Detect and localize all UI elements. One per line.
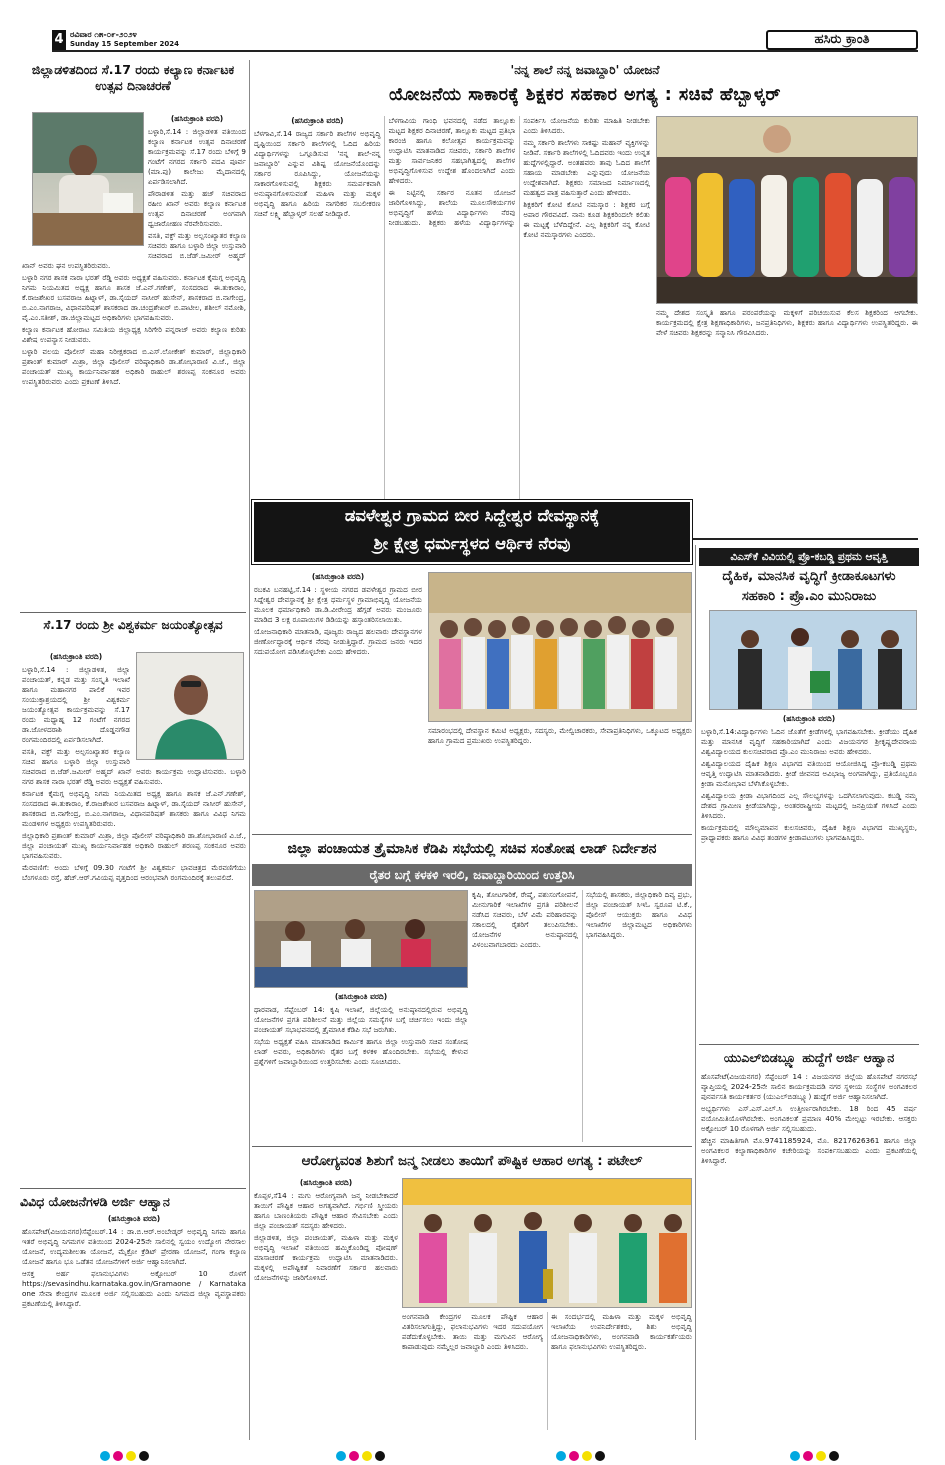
paragraph: ವಸತಿ, ವಕ್ಫ್ ಮತ್ತು ಅಲ್ಪಸಂಖ್ಯಾತರ ಕಲ್ಯಾಣ ಸಚಿವರು ಹಾಗೂ ಬಳ್ಳಾರಿ ಜಿಲ್ಲಾ ಉಸ್ತುವಾರಿ ಸಚಿವರಾದ ಬಿ.ಜೆಡ್.ಜಮೀರ್ ಅಹ್ಮದ್ ಖಾನ್ ಅವರು ಘನ ಉಪಸ್ಥಿತರಿರುವರು. [22,231,246,270]
black-dot [139,1451,149,1461]
paragraph: ಪೌರಾಡಳಿತ ಮತ್ತು ಹಜ್ ಸಚಿವರಾದ ರಹೀಂ ಖಾನ್ ಅವರು ಕಲ್ಯಾಣ ಕರ್ನಾಟಕ ಉತ್ಸವ ದಿನಾಚರಣೆ ಅಂಗವಾಗಿ ಧ್ವಜಾರೋಹಣ ನೆರವೇರಿಸುವರು. [148,189,246,228]
left-story-3-headline: ವಿವಿಧ ಯೋಜನೆಗಳಡಿ ಅರ್ಜಿ ಆಹ್ವಾನ [20,1194,170,1209]
paragraph: ವಿಶ್ವವಿದ್ಯಾಲಯ ಕ್ರೀಡಾ ವಿಭಾಗದಿಂದ ಎಲ್ಲ ಸೌಲಭ್ಯಗಳನ್ನು ಒದಗಿಸಲಾಗುವುದು. ಕಬಡ್ಡಿ ನಮ್ಮ ದೇಶದ ಗ್ರಾಮೀಣ ಕ್ರೀಡೆಯಾಗಿದ್ದು, ಅಂತರರಾಷ್ಟ್ರೀಯ ಮಟ್ಟದಲ್ಲಿ ಜನಪ್ರಿಯತೆ ಗಳಿಸಿದೆ ಎಂದು ತಿಳಿಸಿದರು. [701,791,917,820]
yellow-dot [816,1451,826,1461]
paragraph: ಬೆಳಗಾವಿ,ಸೆ.14 ರಾಜ್ಯದ ಸರ್ಕಾರಿ ಶಾಲೆಗಳ ಅಭಿವೃದ್ಧಿ ದೃಷ್ಟಿಯಿಂದ ಸರ್ಕಾರಿ ಶಾಲೆಗಳಲ್ಲಿ ಓದಿದ ಹಿರಿಯ ವಿದ್ಯಾರ್ಥಿಗಳನ್ನು ಒಗ್ಗೂಡಿಸುವ 'ನನ್ನ ಶಾಲೆ-ನನ್ನ ಜವಾಬ್ದಾರಿ' ಎನ್ನುವ ವಿಶಿಷ್ಟ ಯೋಜನೆಯೊಂದನ್ನು ಸರ್ಕಾರ ರೂಪಿಸಿದ್ದು, ಯೋಜನೆಯನ್ನು ಸಾಕಾರಗೊಳಿಸುವಲ್ಲಿ ಶಿಕ್ಷಕರು ಸಮರ್ಪಕವಾಗಿ ಅನುಷ್ಠಾನಗೊಳಿಸುವಂತೆ ಮಹಿಳಾ ಮತ್ತು ಮಕ್ಕಳ ಅಭಿವೃದ್ಧಿ ಹಾಗೂ ಹಿರಿಯ ನಾಗರಿಕರ ಸಬಲೀಕರಣ ಸಚಿವೆ ಲಕ್ಷ್ಮಿ ಹೆಬ್ಬಾಳ್ಕರ್ ಸಲಹೆ ನೀಡಿದ್ದಾರೆ. [254,129,381,218]
paragraph: ಸಭೆಯ ಅಧ್ಯಕ್ಷತೆ ವಹಿಸಿ ಮಾತನಾಡಿದ ಕಾರ್ಮಿಕ ಹಾಗೂ ಜಿಲ್ಲಾ ಉಸ್ತುವಾರಿ ಸಚಿವ ಸಂತೋಷ ಲಾಡ್ ಅವರು, ಅಧಿಕಾರಿಗಳು ರೈತರ ಬಗ್ಗೆ ಕಳಕಳಿ ಹೊಂದಿರಬೇಕು. ಸಭೆಯಲ್ಲಿ ಕೇಳುವ ಪ್ರಶ್ನೆಗಳಿಗೆ ಜವಾಬ್ದಾರಿಯಿಂದ ಉತ್ತರಿಸಬೇಕು ಎಂದು ಸೂಚಿಸಿದರು. [254,1037,468,1066]
cyan-dot [556,1451,566,1461]
divider [252,834,692,835]
paragraph: ಧಾರವಾಡ, ಸೆಪ್ಟೆಂಬರ್ 14: ಕೃಷಿ ಇಲಾಖೆ, ಜಿಲ್ಲೆಯಲ್ಲಿ ಅನುಷ್ಠಾನದಲ್ಲಿರುವ ಅಭಿವೃದ್ಧಿ ಯೋಜನೆಗಳ ಪ್ರಗತಿ ಪರಿಶೀಲನೆ ಮತ್ತು ಜಿಲ್ಲೆಯ ಸಮಸ್ಯೆಗಳ ಬಗ್ಗೆ ಚರ್ಚಿಸಲು ಇಂದು ಜಿಲ್ಲಾ ಪಂಚಾಯತ್ ಸಭಾಭವನದಲ್ಲಿ ತ್ರೈಮಾಸಿಕ ಕೆಡಿಪಿ ಸಭೆ ಜರುಗಿತು. [254,1005,468,1034]
left-story-2-headline: ಸೆ.17 ರಂದು ಶ್ರೀ ವಿಶ್ವಕರ್ಮ ಜಯಂತ್ಯೋತ್ಸವ [43,618,223,632]
paragraph: ಬಳ್ಳಾರಿ,ಸೆ.14:ವಿದ್ಯಾರ್ಥಿಗಳು ಓದಿನ ಜೊತೆಗೆ ಕ್ರೀಡೆಗಳಲ್ಲಿ ಭಾಗವಹಿಸಬೇಕು. ಕ್ರೀಡೆಯು ದೈಹಿಕ ಮತ್ತು ಮಾನಸಿಕ ವೃದ್ಧಿಗೆ ಸಹಕಾರಿಯಾಗಿದೆ ಎಂದು ವಿಜಯನಗರ ಶ್ರೀಕೃಷ್ಣದೇವರಾಯ ವಿಶ್ವವಿದ್ಯಾಲಯದ ಕುಲಸಚಿವರಾದ ಪ್ರೊ.ಎಂ ಮುನಿರಾಜು ಅವರು ಹೇಳಿದರು. [701,727,917,756]
paragraph: ಕಾರ್ಯಕ್ರಮದಲ್ಲಿ ಮೌಲ್ಯಮಾಪನ ಕುಲಸಚಿವರು, ದೈಹಿಕ ಶಿಕ್ಷಣ ವಿಭಾಗದ ಮುಖ್ಯಸ್ಥರು, ಪ್ರಾಧ್ಯಾಪಕರು ಹಾಗೂ ವಿವಿಧ ತಂಡಗಳ ಕ್ರೀಡಾಪಟುಗಳು ಭಾಗವಹಿಸಿದ್ದರು. [701,823,917,842]
cyan-dot [790,1451,800,1461]
left-story-1-body [22,114,246,604]
byline: (ಹಸಿರುಕ್ರಾಂತಿ ವರದಿ) [291,116,344,125]
nutrition-headline: ಆರೋಗ್ಯವಂತ ಶಿಶುಗೆ ಜನ್ಮ ನೀಡಲು ತಾಯಿಗೆ ಪೌಷ್ಟಿಕ ಆಹಾರ ಅಗತ್ಯ : ಪಟೇಲ್ [301,1153,643,1169]
main-story-body [254,116,650,532]
byline: (ಹಸಿರುಕ್ರಾಂತಿ ವರದಿ) [334,992,388,1001]
left-story-2-body [22,652,246,1052]
divider [20,1188,246,1189]
paragraph: ನಮ್ಮ ಸರ್ಕಾರಿ ಶಾಲೆಗಳು ಸಾಕಷ್ಟು ಮಹಾನ್ ವ್ಯಕ್ತಿಗಳನ್ನು ನೀಡಿವೆ. ಸರ್ಕಾರಿ ಶಾಲೆಗಳಲ್ಲಿ ಓದಿದವರು ಇಂದು ಉನ್ನತ ಹುದ್ದೆಗಳಲ್ಲಿದ್ದಾರೆ. ಅಂತಹವರು ತಾವು ಓದಿದ ಶಾಲೆಗೆ ಸಹಾಯ ಮಾಡಬೇಕು ಎನ್ನುವುದು ಯೋಜನೆಯ ಉದ್ದೇಶವಾಗಿದೆ. ಶಿಕ್ಷಕರು ಸಮಾಜದ ನಿರ್ಮಾಣದಲ್ಲಿ ಮಹತ್ವದ ಪಾತ್ರ ವಹಿಸುತ್ತಾರೆ ಎಂದು ಹೇಳಿದರು. [523,138,650,197]
award-handover-photo [709,610,917,710]
registration-marks-1 [100,1446,152,1465]
page-header [52,30,918,52]
paragraph: ಬಳ್ಳಾರಿ,ಸೆ.14 : ಜಿಲ್ಲಾಡಳಿತ ವತಿಯಿಂದ ಕಲ್ಯಾಣ ಕರ್ನಾಟಕ ಉತ್ಸವ ದಿನಾಚರಣೆ ಕಾರ್ಯಕ್ರಮವನ್ನು ಸೆ.17 ರಂದು ಬೆಳಿಗ್ಗೆ 9 ಗಂಟೆಗೆ ನಗರದ ಸರ್ಕಾರಿ ಪದವಿ ಪೂರ್ವ (ಮಾ.ಪು) ಕಾಲೇಜು ಮೈದಾನದಲ್ಲಿ ಏರ್ಪಡಿಸಲಾಗಿದೆ. [148,127,246,186]
kdp-body-left [254,992,468,1142]
banner-headline-line1: ಡವಳೇಶ್ವರ ಗ್ರಾಮದ ಬೀರ ಸಿದ್ದೇಶ್ವರ ದೇವಸ್ಥಾನಕ್ಕೆ [344,506,600,525]
headline: ಜಿಲ್ಲಾಡಳಿತದಿಂದ ಸೆ.17 ರಂದು ಕಲ್ಯಾಣ ಕರ್ನಾಟಕ ಉತ್ಸವ ದಿನಾಚರಣೆ [31,62,235,93]
paragraph: ಈ ನಿಟ್ಟಿನಲ್ಲಿ ಸರ್ಕಾರ ನೂತನ ಯೋಜನೆ ಜಾರಿಗೊಳಿಸಿದ್ದು, ಶಾಲೆಯ ಮೂಲಸೌಕರ್ಯಗಳ ಅಭಿವೃದ್ಧಿಗೆ ಹಳೆಯ ವಿದ್ಯಾರ್ಥಿಗಳು ನೆರವು ನೀಡಬಹುದು. ಶಿಕ್ಷಕರು ಹಳೆಯ ವಿದ್ಯಾರ್ಥಿಗಳನ್ನು ಸಂಪರ್ಕಿಸಿ ಯೋಜನೆಯ ಕುರಿತು ಮಾಹಿತಿ ನೀಡಬೇಕು ಎಂದು ತಿಳಿಸಿದರು. [388,116,650,227]
banner-story-body-left [254,572,422,830]
kabaddi-headline-3: ಸಹಕಾರಿ : ಪ್ರೊ.ಎಂ ಮುನಿರಾಜು [741,589,877,604]
nutrition-body-right [402,1312,692,1430]
magenta-dot [349,1451,359,1461]
paragraph: ನಮ್ಮ ದೇಶದ ಸಂಸ್ಕೃತಿ ಹಾಗೂ ಪರಂಪರೆಯನ್ನು ಮಕ್ಕಳಿಗೆ ಪರಿಚಯಿಸುವ ಕೆಲಸ ಶಿಕ್ಷಕರಿಂದ ಆಗಬೇಕು. ಕಾರ್ಯಕ್ರಮದಲ್ಲಿ ಕ್ಷೇತ್ರ ಶಿಕ್ಷಣಾಧಿಕಾರಿಗಳು, ಜನಪ್ರತಿನಿಧಿಗಳು, ಶಿಕ್ಷಕರು ಹಾಗೂ ವಿದ್ಯಾರ್ಥಿಗಳು ಉಪಸ್ಥಿತರಿದ್ದರು. ಈ ವೇಳೆ ಸಚಿವರು ಶಿಕ್ಷಕರನ್ನು ಸನ್ಮಾನಿಸಿ ಗೌರವಿಸಿದರು. [656,308,918,337]
paragraph: ಈ ಸಂದರ್ಭದಲ್ಲಿ ಮಹಿಳಾ ಮತ್ತು ಮಕ್ಕಳ ಅಭಿವೃದ್ಧಿ ಇಲಾಖೆಯ ಉಪನಿರ್ದೇಶಕರು, ಶಿಶು ಅಭಿವೃದ್ಧಿ ಯೋಜನಾಧಿಕಾರಿಗಳು, ಅಂಗನವಾಡಿ ಕಾರ್ಯಕರ್ತೆಯರು ಹಾಗೂ ಫಲಾನುಭವಿಗಳು ಉಪಸ್ಥಿತರಿದ್ದರು. [551,1312,692,1351]
kdp-subheadline: ರೈತರ ಬಗ್ಗೆ ಕಳಕಳಿ ಇರಲಿ, ಜವಾಬ್ದಾರಿಯಿಂದ ಉತ್ತರಿಸಿ [252,864,692,886]
kdp-body-right [472,890,692,1142]
byline: (ಹಸಿರುಕ್ರಾಂತಿ ವರದಿ) [49,652,103,661]
banner-story-body-right [428,726,692,830]
yellow-dot [582,1451,592,1461]
registration-marks-4 [790,1446,842,1465]
kabaddi-body [701,714,917,1036]
paragraph: ಬಳ್ಳಾರಿ ನಗರ ಶಾಸಕ ನಾರಾ ಭರತ್ ರೆಡ್ಡಿ ಅವರು ಅಧ್ಯಕ್ಷತೆ ವಹಿಸುವರು. ಕರ್ನಾಟಕ ಕೈಮಗ್ಗ ಅಭಿವೃದ್ಧಿ ನಿಗಮ ನಿಯಮಿತದ ಅಧ್ಯಕ್ಷ ಹಾಗೂ ಶಾಸಕ ಜೆ.ಎನ್.ಗಣೇಶ್, ಸಂಸದರಾದ ಈ.ತುಕಾರಾಂ, ಕೆ.ರಾಜಶೇಖರ ಬಸವರಾಜ ಹಿಟ್ನಾಳ್, ಡಾ.ಸೈಯದ್ ನಾಸೀರ್ ಹುಸೇನ್, ಶಾಸಕರಾದ ಬಿ.ನಾಗೇಂದ್ರ, ಬಿ.ಎಂ.ನಾಗರಾಜ, ವಿಧಾನಪರಿಷತ್ ಶಾಸಕರಾದ ಡಾ.ಚಂದ್ರಶೇಖರ್ ಬಿ.ಪಾಟೀಲ, ಶಶೀಲ್ ನಮೋಶಿ, ವೈ.ಎಂ.ಸತೀಶ್, ಡಾ.ಜಿಲ್ಲಾಮಟ್ಟದ ಅಧಿಕಾರಿಗಳು ಭಾಗವಹಿಸುವರು. [22,273,246,322]
kabaddi-headline-2: ದೈಹಿಕ, ಮಾನಸಿಕ ವೃದ್ಧಿಗೆ ಕ್ರೀಡಾಕೂಟಗಳು [722,569,896,584]
paragraph: ಸಭೆಯಲ್ಲಿ ಶಾಸಕರು, ಜಿಲ್ಲಾಧಿಕಾರಿ ದಿವ್ಯ ಪ್ರಭು, ಜಿಲ್ಲಾ ಪಂಚಾಯತ್ ಸಿಇಓ ಸ್ವರೂಪ ಟಿ.ಕೆ., ಪೊಲೀಸ್ ಆಯುಕ್ತರು ಹಾಗೂ ವಿವಿಧ ಇಲಾಖೆಗಳ ಜಿಲ್ಲಾಮಟ್ಟದ ಅಧಿಕಾರಿಗಳು ಭಾಗವಹಿಸಿದ್ದರು. [586,890,692,939]
magenta-dot [803,1451,813,1461]
yulb-headline: ಯುಎಲ್‌ಬಿಡಬ್ಲ್ಯೂ ಹುದ್ದೆಗೆ ಅರ್ಜಿ ಆಹ್ವಾನ [723,1050,895,1065]
masthead: ಹಸಿರು ಕ್ರಾಂತಿ [766,30,918,50]
yellow-dot [126,1451,136,1461]
cyan-dot [336,1451,346,1461]
paragraph: ಆಸಕ್ತ ಅರ್ಹ ಫಲಾನುಭವಿಗಳು ಅಕ್ಟೋಬರ್ 10 ರೊಳಗೆ https://sevasindhu.karnataka.gov.in/Gramaone / Karnataka one ಸೇವಾ ಕೇಂದ್ರಗಳ ಮೂಲಕ ಅರ್ಜಿ ಸಲ್ಲಿಸಬಹುದು ಎಂದು ನಿಗಮದ ಜಿಲ್ಲಾ ವ್ಯವಸ್ಥಾಪಕರು ಪ್ರಕಟಣೆಯಲ್ಲಿ ತಿಳಿಸಿದ್ದಾರೆ. [22,1269,246,1308]
divider [699,1044,919,1045]
magenta-dot [569,1451,579,1461]
paragraph: ಸಮಾರಂಭದಲ್ಲಿ ದೇವಸ್ಥಾನ ಕಮಿಟಿ ಅಧ್ಯಕ್ಷರು, ಸದಸ್ಯರು, ಮೇಲ್ವಿಚಾರಕರು, ಸೇವಾಪ್ರತಿನಿಧಿಗಳು, ಒಕ್ಕೂಟದ ಅಧ್ಯಕ್ಷರು ಹಾಗೂ ಗ್ರಾಮದ ಪ್ರಮುಖರು ಉಪಸ್ಥಿತರಿದ್ದರು. [428,726,692,745]
lamp-lighting-photo [402,1178,692,1308]
byline: (ಹಸಿರುಕ್ರಾಂತಿ ವರದಿ) [170,114,224,123]
banner-headline-line2: ಶ್ರೀ ಕ್ಷೇತ್ರ ಧರ್ಮಸ್ಥಳದ ಆರ್ಥಿಕ ನೆರವು [373,534,571,553]
paragraph: ಶಿಕ್ಷಕರಿಗೆ ಕೋಟಿ ಕೋಟಿ ನಮಸ್ಕಾರ : ಶಿಕ್ಷಕರ ಬಗ್ಗೆ ಅಪಾರ ಗೌರವವಿದೆ. ನಾನು ಕೂಡ ಶಿಕ್ಷಕರಿಂದಲೇ ಕಲಿತು ಈ ಮಟ್ಟಕ್ಕೆ ಬೆಳೆದಿದ್ದೇನೆ. ಎಲ್ಲ ಶಿಕ್ಷಕರಿಗೆ ನನ್ನ ಕೋಟಿ ಕೋಟಿ ನಮಸ್ಕಾರಗಳು ಎಂದರು. [523,200,650,239]
byline: (ಹಸಿರುಕ್ರಾಂತಿ ವರದಿ) [107,1214,161,1223]
column-rule-right [695,545,696,1440]
main-story-kicker: 'ನನ್ನ ಶಾಲೆ ನನ್ನ ಜವಾಬ್ದಾರಿ' ಯೋಜನೆ [510,63,660,77]
meeting-dais-photo [254,890,468,988]
main-story-headline: ಯೋಜನೆಯ ಸಾಕಾರಕ್ಕೆ ಶಿಕ್ಷಕರ ಸಹಕಾರ ಅಗತ್ಯ : ಸಚಿವೆ ಹೆಬ್ಬಾಳ್ಕರ್ [389,85,781,105]
date-kannada: ರವಿವಾರ ೧೫-೦೯-೨೦೨೪ [70,30,137,39]
paragraph: ಯೋಜನಾಧಿಕಾರಿ ಮಾತನಾಡಿ, ಪೂಜ್ಯರು ರಾಜ್ಯದ ಹಲವಾರು ದೇವಸ್ಥಾನಗಳ ಜೀರ್ಣೋದ್ಧಾರಕ್ಕೆ ಆರ್ಥಿಕ ನೆರವು ನೀಡುತ್ತಿದ್ದಾರೆ. ಗ್ರಾಮದ ಜನರು ಇದರ ಸದುಪಯೋಗ ಪಡಿಸಿಕೊಳ್ಳಬೇಕು ಎಂದು ಹೇಳಿದರು. [254,627,422,656]
stage-performers-photo [656,116,918,304]
left-story-1-headline [20,62,246,94]
paragraph: ವಸತಿ, ವಕ್ಫ್ ಮತ್ತು ಅಲ್ಪಸಂಖ್ಯಾತರ ಕಲ್ಯಾಣ ಸಚಿವ ಹಾಗೂ ಬಳ್ಳಾರಿ ಜಿಲ್ಲಾ ಉಸ್ತುವಾರಿ ಸಚಿವರಾದ ಬಿ.ಜೆಡ್.ಜಮೀರ್ ಅಹ್ಮದ್ ಖಾನ್ ಅವರು ಕಾರ್ಯಕ್ರಮ ಉದ್ಘಾಟಿಸುವರು. ಬಳ್ಳಾರಿ ನಗರ ಶಾಸಕ ನಾರಾ ಭರತ್ ರೆಡ್ಡಿ ಅವರು ಅಧ್ಯಕ್ಷತೆ ವಹಿಸುವರು. [22,747,246,786]
black-dot [829,1451,839,1461]
page-number: 4 [52,30,66,50]
paragraph: ಜಿಲ್ಲಾಡಳಿತ, ಜಿಲ್ಲಾ ಪಂಚಾಯತ್, ಮಹಿಳಾ ಮತ್ತು ಮಕ್ಕಳ ಅಭಿವೃದ್ಧಿ ಇಲಾಖೆ ವತಿಯಿಂದ ಹಮ್ಮಿಕೊಂಡಿದ್ದ ಪೋಷಣ್ ಮಾಸಾಚರಣೆ ಕಾರ್ಯಕ್ರಮ ಉದ್ಘಾಟಿಸಿ ಮಾತನಾಡಿದರು. ಮಕ್ಕಳಲ್ಲಿ ಅಪೌಷ್ಟಿಕತೆ ನಿವಾರಣೆಗೆ ಸರ್ಕಾರ ಹಲವಾರು ಯೋಜನೆಗಳನ್ನು ಜಾರಿಗೊಳಿಸಿದೆ. [254,1233,398,1282]
main-story-body-continued [656,308,918,534]
paragraph: ಹೊಸಪೇಟೆ(ವಿಜಯನಗರ)ಸೆಪ್ಟೆಂಬರ್.14 : ಡಾ.ಬಿ.ಆರ್.ಅಂಬೇಡ್ಕರ್ ಅಭಿವೃದ್ಧಿ ನಿಗಮ ಹಾಗೂ ಇತರೆ ಅಭಿವೃದ್ಧಿ ನಿಗಮಗಳ ವತಿಯಿಂದ 2024-25ನೇ ಸಾಲಿನಲ್ಲಿ ಸ್ವಯಂ ಉದ್ಯೋಗ ನೇರಸಾಲ ಯೋಜನೆ, ಉದ್ಯಮಶೀಲತಾ ಯೋಜನೆ, ಮೈಕ್ರೋ ಕ್ರೆಡಿಟ್ ಪ್ರೇರಣಾ ಯೋಜನೆ, ಗಂಗಾ ಕಲ್ಯಾಣ ಯೋಜನೆ ಹಾಗೂ ಭೂ ಒಡೆತನ ಯೋಜನೆಗಳಿಗೆ ಅರ್ಜಿ ಆಹ್ವಾನಿಸಲಾಗಿದೆ. [22,1227,246,1266]
paragraph: ಕೊಪ್ಪಳ,ಸೆ14 : ಮಗು ಆರೋಗ್ಯವಾಗಿ ಜನ್ಮ ನೀಡಬೇಕಾದರೆ ತಾಯಿಗೆ ಪೌಷ್ಟಿಕ ಆಹಾರ ಅಗತ್ಯವಾಗಿದೆ. ಗರ್ಭಿಣಿ ಸ್ತ್ರೀಯರು ಹಾಗೂ ಬಾಣಂತಿಯರು ಪೌಷ್ಟಿಕ ಆಹಾರ ಸೇವಿಸಬೇಕು ಎಂದು ಜಿಲ್ಲಾ ಪಂಚಾಯತ್ ಸದಸ್ಯರು ಹೇಳಿದರು. [254,1191,398,1230]
byline: (ಹಸಿರುಕ್ರಾಂತಿ ವರದಿ) [782,714,836,723]
paragraph: ಮೆರವಣಿಗೆ: ಅಂದು ಬೆಳಿಗ್ಗೆ 09.30 ಗಂಟೆಗೆ ಶ್ರೀ ವಿಶ್ವಕರ್ಮ ಭಾವಚಿತ್ರದ ಮೆರವಣಿಗೆಯು ಬೆಂಗಳೂರು ರಸ್ತೆ, ಹೆಚ್.ಆರ್.ಗವಿಯಪ್ಪ ವೃತ್ತದಿಂದ ಆರಂಭವಾಗಿ ರಂಗಮಂದಿರಕ್ಕೆ ತಲುಪಲಿದೆ. [22,863,246,882]
black-dot [595,1451,605,1461]
cyan-dot [100,1451,110,1461]
black-dot [375,1451,385,1461]
paragraph: ರಬಕವಿ ಬನಹಟ್ಟಿ,ಸೆ.14 : ಸ್ಥಳೀಯ ನಗರದ ಡವಳೇಶ್ವರ ಗ್ರಾಮದ ಬೀರ ಸಿದ್ದೇಶ್ವರ ದೇವಸ್ಥಾನಕ್ಕೆ ಶ್ರೀ ಕ್ಷೇತ್ರ ಧರ್ಮಸ್ಥಳ ಗ್ರಾಮಾಭಿವೃದ್ಧಿ ಯೋಜನೆಯ ಮೂಲಕ ಧರ್ಮಾಧಿಕಾರಿ ಡಾ.ಡಿ.ವೀರೇಂದ್ರ ಹೆಗ್ಗಡೆ ಅವರು ಮಂಜೂರು ಮಾಡಿದ 3 ಲಕ್ಷ ರೂಪಾಯಿಗಳ ಡಿಡಿಯನ್ನು ಹಸ್ತಾಂತರಿಸಲಾಯಿತು. [254,585,422,624]
paragraph: ಬೆಳಗಾವಿಯ ಗಾಂಧಿ ಭವನದಲ್ಲಿ ನಡೆದ ತಾಲ್ಲೂಕು ಮಟ್ಟದ ಶಿಕ್ಷಕರ ದಿನಾಚರಣೆ, ತಾಲ್ಲೂಕು ಮಟ್ಟದ ಪ್ರತಿಭಾ ಕಾರಂಜಿ ಹಾಗೂ ಕಲೋತ್ಸವ ಕಾರ್ಯಕ್ರಮವನ್ನು ಉದ್ಘಾಟಿಸಿ ಮಾತನಾಡಿದ ಸಚಿವರು, ಸರ್ಕಾರಿ ಶಾಲೆಗಳ ಮತ್ತು ಸಾರ್ವಜನಿಕರ ಸಹಭಾಗಿತ್ವದಲ್ಲಿ ಶಾಲೆಗಳ ಅಭಿವೃದ್ಧಿಗೊಳಿಸುವ ಉದ್ದೇಶ ಹೊಂದಲಾಗಿದೆ ಎಂದು ಹೇಳಿದರು. [388,116,516,185]
paragraph: ಅಭ್ಯರ್ಥಿಗಳು ಎಸ್.ಎಸ್.ಎಲ್.ಸಿ ಉತ್ತೀರ್ಣರಾಗಿರಬೇಕು. 18 ರಿಂದ 45 ವರ್ಷ ವಯೋಮಿತಿಯೊಳಗಿರಬೇಕು. ಅಂಗವಿಕಲತೆ ಪ್ರಮಾಣ 40% ಮೇಲ್ಪಟ್ಟು ಇರಬೇಕು. ಆಸಕ್ತರು ಅಕ್ಟೋಬರ್ 10 ರೊಳಗಾಗಿ ಅರ್ಜಿ ಸಲ್ಲಿಸಬಹುದು. [701,1104,917,1133]
yulb-body [701,1072,917,1430]
paragraph: ಬಳ್ಳಾರಿ ವಲಯ ಪೊಲೀಸ್ ಮಹಾ ನಿರೀಕ್ಷಕರಾದ ಬಿ.ಎಸ್.ಲೋಕೇಶ್ ಕುಮಾರ್, ಜಿಲ್ಲಾಧಿಕಾರಿ ಪ್ರಶಾಂತ್ ಕುಮಾರ್ ಮಿಶ್ರಾ, ಜಿಲ್ಲಾ ಪೊಲೀಸ್ ವರಿಷ್ಠಾಧಿಕಾರಿ ಡಾ.ಶೋಭಾರಾಣಿ ವಿ.ಜೆ., ಜಿಲ್ಲಾ ಪಂಚಾಯತ್ ಮುಖ್ಯ ಕಾರ್ಯನಿರ್ವಾಹಕ ಅಧಿಕಾರಿ ರಾಹುಲ್ ಶರಣಪ್ಪ ಸಂಕನೂರ ಅವರು ಉಪಸ್ಥಿತರಿರುವರು ಎಂದು ಪ್ರಕಟಣೆ ತಿಳಿಸಿದೆ. [22,347,246,386]
byline: (ಹಸಿರುಕ್ರಾಂತಿ ವರದಿ) [311,572,365,581]
magenta-dot [113,1451,123,1461]
group-handover-photo [428,572,692,722]
paragraph: ಬಳ್ಳಾರಿ,ಸೆ.14 : ಜಿಲ್ಲಾಡಳಿತ, ಜಿಲ್ಲಾ ಪಂಚಾಯತ್, ಕನ್ನಡ ಮತ್ತು ಸಂಸ್ಕೃತಿ ಇಲಾಖೆ ಹಾಗೂ ಮಹಾನಗರ ಪಾಲಿಕೆ ಇವರ ಸಂಯುಕ್ತಾಶ್ರಯದಲ್ಲಿ ಶ್ರೀ ವಿಶ್ವಕರ್ಮ ಜಯಂತ್ಯೋತ್ಸವ ಕಾರ್ಯಕ್ರಮವನ್ನು ಸೆ.17 ರಂದು ಮಧ್ಯಾಹ್ನ 12 ಗಂಟೆಗೆ ನಗರದ ಡಾ.ಜೋಳದರಾಶಿ ದೊಡ್ಡನಗೌಡ ರಂಗಮಂದಿರದಲ್ಲಿ ಏರ್ಪಡಿಸಲಾಗಿದೆ. [22,665,130,744]
divider [252,1146,692,1147]
paragraph: ಅಂಗನವಾಡಿ ಕೇಂದ್ರಗಳ ಮೂಲಕ ಪೌಷ್ಟಿಕ ಆಹಾರ ವಿತರಿಸಲಾಗುತ್ತಿದ್ದು, ಫಲಾನುಭವಿಗಳು ಇದರ ಸದುಪಯೋಗ ಪಡೆದುಕೊಳ್ಳಬೇಕು. ತಾಯಿ ಮತ್ತು ಮಗುವಿನ ಆರೋಗ್ಯ ಕಾಪಾಡುವುದು ನಮ್ಮೆಲ್ಲರ ಜವಾಬ್ದಾರಿ ಎಂದು ತಿಳಿಸಿದರು. [402,1312,543,1351]
left-story-3-body [22,1214,246,1430]
paragraph: ಜಿಲ್ಲಾಧಿಕಾರಿ ಪ್ರಶಾಂತ್ ಕುಮಾರ್ ಮಿಶ್ರಾ, ಜಿಲ್ಲಾ ಪೊಲೀಸ್ ವರಿಷ್ಠಾಧಿಕಾರಿ ಡಾ.ಶೋಭಾರಾಣಿ ವಿ.ಜೆ., ಜಿಲ್ಲಾ ಪಂಚಾಯತ್ ಮುಖ್ಯ ಕಾರ್ಯನಿರ್ವಾಹಕ ಅಧಿಕಾರಿ ರಾಹುಲ್ ಶರಣಪ್ಪ ಸಂಕನೂರ ಅವರು ಭಾಗವಹಿಸುವರು. [22,831,246,860]
column-rule-left [249,60,250,1440]
kabaddi-headline-1: ವಿಎಸ್‌ಕೆ ವಿವಿಯಲ್ಲಿ ಪ್ರೊ-ಕಬಡ್ಡಿ ಪ್ರಥಮ ಆವೃತ್ತಿ [699,548,919,566]
divider [20,612,246,613]
paragraph: ಹೆಚ್ಚಿನ ಮಾಹಿತಿಗಾಗಿ ಮೊ.9741185924, ಮೊ. 8217626361 ಹಾಗೂ ಜಿಲ್ಲಾ ಅಂಗವಿಕಲರ ಕಲ್ಯಾಣಾಧಿಕಾರಿಗಳ ಕಚೇರಿಯನ್ನು ಸಂಪರ್ಕಿಸಬಹುದು ಎಂದು ಪ್ರಕಟಣೆಯಲ್ಲಿ ತಿಳಿಸಿದ್ದಾರೆ. [701,1136,917,1165]
paragraph: ವಿಶ್ವವಿದ್ಯಾಲಯದ ದೈಹಿಕ ಶಿಕ್ಷಣ ವಿಭಾಗದ ವತಿಯಿಂದ ಆಯೋಜಿಸಿದ್ದ ಪ್ರೊ-ಕಬಡ್ಡಿ ಪ್ರಥಮ ಆವೃತ್ತಿ ಉದ್ಘಾಟಿಸಿ ಮಾತನಾಡಿದರು. ಕ್ರೀಡೆ ಜೀವನದ ಅವಿಭಾಜ್ಯ ಅಂಗವಾಗಿದ್ದು, ಪ್ರತಿಯೊಬ್ಬರೂ ಕ್ರೀಡಾ ಮನೋಭಾವ ಬೆಳೆಸಿಕೊಳ್ಳಬೇಕು. [701,759,917,788]
registration-marks-3 [556,1446,608,1465]
yellow-dot [362,1451,372,1461]
nutrition-body-left [254,1178,398,1430]
paragraph: ಕರ್ನಾಟಕ ಕೈಮಗ್ಗ ಅಭಿವೃದ್ಧಿ ನಿಗಮ ನಿಯಮಿತದ ಅಧ್ಯಕ್ಷ ಹಾಗೂ ಶಾಸಕ ಜೆ.ಎನ್.ಗಣೇಶ್, ಸಂಸದರಾದ ಈ.ತುಕಾರಾಂ, ಕೆ.ರಾಜಶೇಖರ ಬಸವರಾಜ ಹಿಟ್ನಾಳ್, ಡಾ.ಸೈಯದ್ ನಾಸೀರ್ ಹುಸೇನ್, ಶಾಸಕರಾದ ಬಿ.ನಾಗೇಂದ್ರ, ಬಿ.ಎಂ.ನಾಗರಾಜ, ವಿಧಾನಪರಿಷತ್ ಶಾಸಕರು ಹಾಗೂ ವಿವಿಧ ನಿಗಮ ಮಂಡಳಿಗಳ ಅಧ್ಯಕ್ಷರು ಉಪಸ್ಥಿತರಿರುವರು. [22,789,246,828]
paragraph: ಕೃಷಿ, ತೋಟಗಾರಿಕೆ, ರೇಷ್ಮೆ, ಪಶುಸಂಗೋಪನೆ, ಮೀನುಗಾರಿಕೆ ಇಲಾಖೆಗಳ ಪ್ರಗತಿ ಪರಿಶೀಲನೆ ನಡೆಸಿದ ಸಚಿವರು, ಬೆಳೆ ವಿಮೆ ಪರಿಹಾರವನ್ನು ಸಕಾಲದಲ್ಲಿ ರೈತರಿಗೆ ತಲುಪಿಸಬೇಕು. ಯೋಜನೆಗಳ ಅನುಷ್ಠಾನದಲ್ಲಿ ವಿಳಂಬವಾಗಬಾರದು ಎಂದರು. [472,890,578,949]
byline: (ಹಸಿರುಕ್ರಾಂತಿ ವರದಿ) [299,1178,353,1187]
date-english: Sunday 15 September 2024 [70,40,180,48]
banner-headline-box [252,500,692,564]
paragraph: ಹೊಸಪೇಟೆ(ವಿಜಯನಗರ) ಸೆಪ್ಟೆಂಬರ್ 14 : ವಿಜಯನಗರ ಜಿಲ್ಲೆಯ ಹೊಸಪೇಟೆ ನಗರಸಭೆ ವ್ಯಾಪ್ತಿಯಲ್ಲಿ 2024-25ನೇ ಸಾಲಿನ ಕಾರ್ಯಕ್ರಮದಡಿ ನಗರ ಸ್ಥಳೀಯ ಸಂಸ್ಥೆಗಳ ಅಂಗವಿಕಲರ ಪುನರ್ವಸತಿ ಕಾರ್ಯಕರ್ತರ (ಯುಎಲ್‌ಬಿಡಬ್ಲ್ಯೂ) ಹುದ್ದೆಗೆ ಅರ್ಜಿ ಆಹ್ವಾನಿಸಲಾಗಿದೆ. [701,1072,917,1101]
paragraph: ಕಲ್ಯಾಣ ಕರ್ನಾಟಕ ಹೋರಾಟ ಸಮಿತಿಯ ಜಿಲ್ಲಾಧ್ಯಕ್ಷ ಸಿರಿಗೇರಿ ಪನ್ನರಾಜ್ ಅವರು ಕಲ್ಯಾಣ ಕುರಿತು ವಿಶೇಷ ಉಪನ್ಯಾಸ ನೀಡುವರು. [22,325,246,344]
kdp-headline: ಜಿಲ್ಲಾ ಪಂಚಾಯತ ತ್ರೈಮಾಸಿಕ ಕೆಡಿಪಿ ಸಭೆಯಲ್ಲಿ ಸಚಿವ ಸಂತೋಷ ಲಾಡ್ ನಿರ್ದೇಶನ [287,841,657,857]
registration-marks-2 [336,1446,388,1465]
